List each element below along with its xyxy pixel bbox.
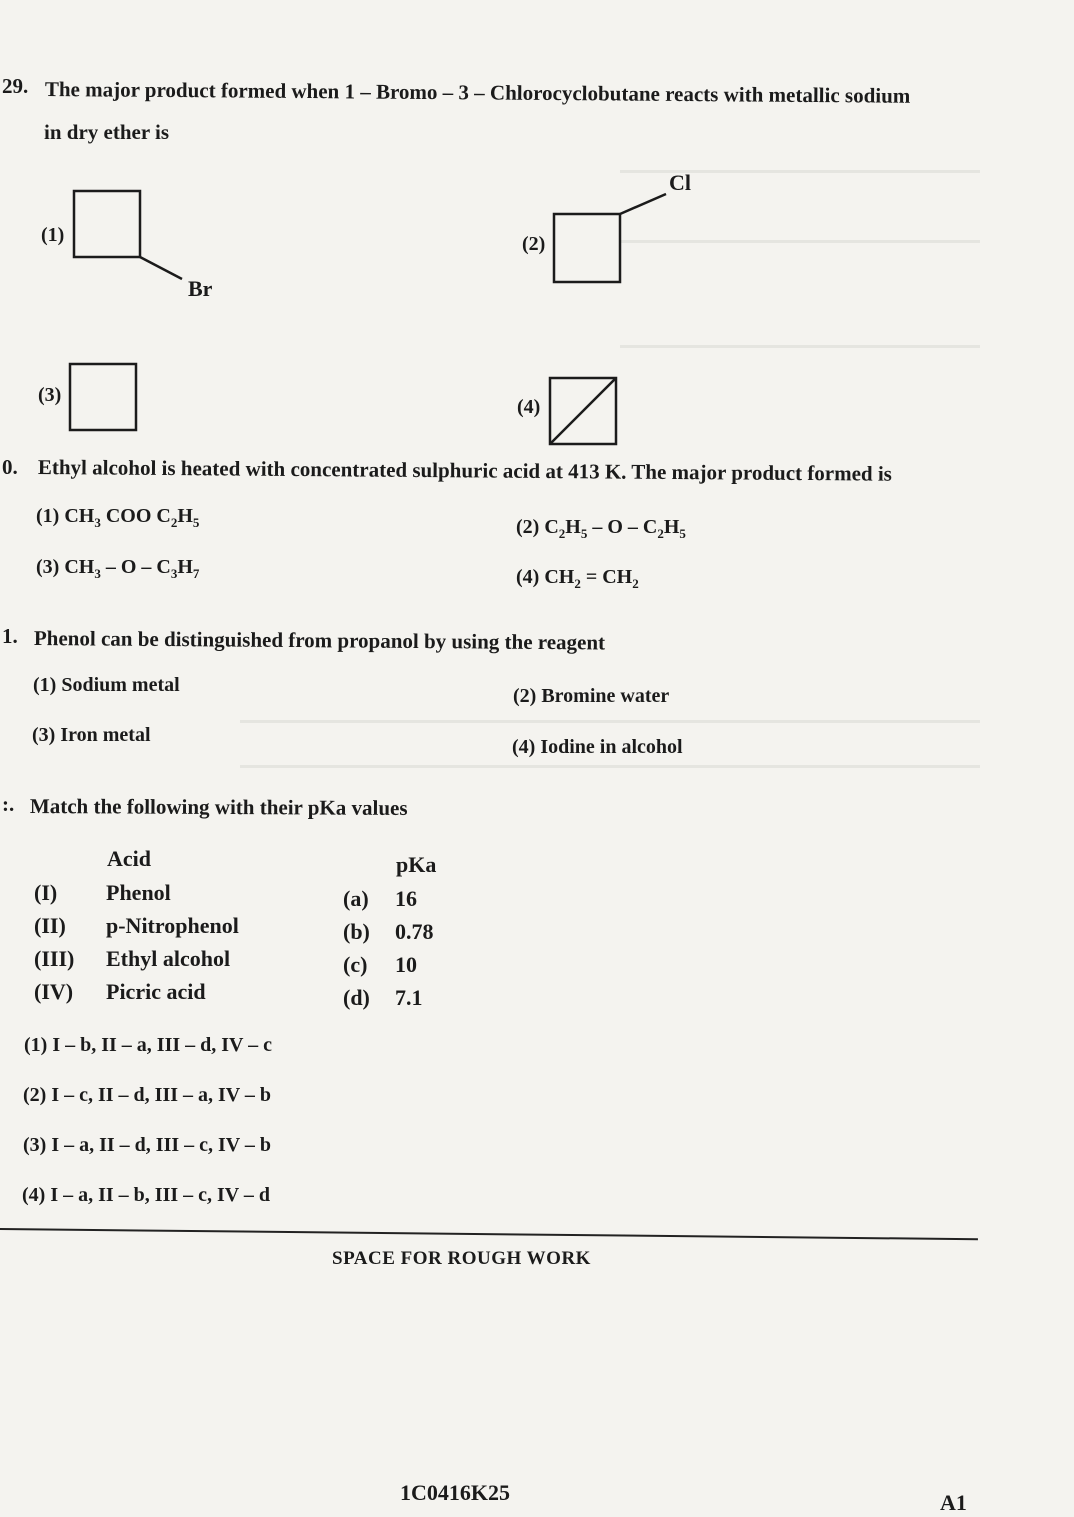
formula-subscript: 3	[94, 515, 101, 530]
table-row	[343, 981, 434, 1014]
formula-part: H	[663, 516, 680, 538]
question-text-continued: in dry ether is	[44, 120, 170, 144]
option-1	[36, 505, 199, 528]
formula-part: H	[177, 505, 193, 527]
cyclobutane-structure	[68, 360, 143, 435]
formula-subscript: 2	[558, 526, 566, 541]
letter-label: (a)	[343, 885, 369, 911]
formula-subscript: 7	[192, 566, 200, 581]
table-row	[343, 948, 434, 981]
formula-subscript: 3	[94, 566, 101, 581]
formula-subscript: 2	[574, 576, 581, 591]
formula-subscript: 5	[580, 526, 588, 541]
option-label: (1)	[36, 505, 60, 527]
table-row	[34, 909, 239, 942]
formula-subscript: 5	[679, 526, 686, 541]
pka-value: 0.78	[395, 918, 434, 944]
column-header-acid: Acid	[107, 846, 151, 871]
option-4	[516, 566, 639, 589]
table-row	[343, 915, 434, 948]
rough-work-label: SPACE FOR ROUGH WORK	[332, 1248, 591, 1269]
roman-numeral: (III)	[34, 945, 75, 971]
formula-part: H	[565, 516, 581, 538]
bleed-through-shade	[620, 345, 980, 348]
question-number: 1.	[2, 624, 18, 648]
acid-name: Phenol	[106, 879, 171, 905]
acid-list	[34, 876, 239, 1008]
bicyclobutane-structure	[547, 375, 622, 450]
option-label: (1)	[41, 224, 65, 246]
letter-label: (c)	[343, 951, 368, 977]
formula-part: CH	[64, 505, 95, 527]
option-label: (3)	[36, 556, 60, 578]
option-2: (2) I – c, II – d, III – a, IV – b	[23, 1084, 272, 1106]
roman-numeral: (I)	[34, 879, 58, 905]
acid-name: Ethyl alcohol	[106, 945, 231, 971]
question-text: The major product formed when 1 – Bromo – 3 – Chlorocyclobutane reacts with metallic sodium	[44, 77, 911, 108]
option-2: (2) Bromine water	[513, 685, 670, 707]
formula-subscript: 2	[657, 526, 664, 541]
table-row	[34, 975, 239, 1008]
divider-line	[0, 1228, 978, 1240]
cyclobutane-br-structure	[70, 185, 190, 285]
pka-value: 16	[395, 885, 417, 911]
option-1: (1) Sodium metal	[33, 674, 180, 696]
option-1: (1) I – b, II – a, III – d, IV – c	[24, 1034, 273, 1056]
formula-part: H	[177, 556, 193, 578]
roman-numeral: (II)	[34, 912, 66, 938]
column-header-pka: pKa	[396, 852, 437, 877]
question-number: 0.	[2, 455, 18, 479]
formula-part: C	[544, 516, 559, 538]
question-text: Ethyl alcohol is heated with concentrated sulphuric acid at 413 K. The major product formed is	[37, 455, 892, 486]
option-label: (4)	[517, 396, 541, 418]
formula-part: – O – C	[100, 556, 171, 578]
option-label: (3)	[38, 384, 62, 406]
option-2	[516, 516, 686, 539]
option-3: (3) Iron metal	[32, 724, 151, 746]
question-number: 29.	[2, 74, 29, 98]
option-4: (4) I – a, II – b, III – c, IV – d	[22, 1184, 271, 1206]
option-3	[36, 556, 199, 579]
formula-subscript: 2	[170, 515, 178, 530]
question-text: Match the following with their pKa values	[29, 794, 408, 820]
letter-label: (b)	[343, 918, 370, 944]
table-row	[34, 876, 239, 909]
option-label: (2)	[522, 233, 546, 255]
pka-value: 10	[395, 951, 417, 977]
acid-name: Picric acid	[106, 978, 206, 1004]
formula-part: CH	[64, 556, 95, 578]
substituent-label: Br	[188, 276, 213, 301]
question-text: Phenol can be distinguished from propanol by using the reagent	[33, 626, 606, 655]
pka-value: 7.1	[395, 984, 423, 1010]
substituent-label: Cl	[669, 170, 691, 195]
bleed-through-shade	[240, 720, 980, 723]
option-4: (4) Iodine in alcohol	[512, 736, 683, 758]
formula-part: = CH	[580, 566, 633, 588]
pka-list	[343, 882, 434, 1014]
table-row	[343, 882, 434, 915]
formula-part: – O – C	[587, 516, 658, 538]
question-number: :.	[2, 792, 15, 816]
option-label: (4)	[516, 566, 540, 588]
table-row	[34, 942, 239, 975]
formula-subscript: 3	[170, 566, 178, 581]
booklet-code: 1C0416K25	[400, 1480, 510, 1505]
letter-label: (d)	[343, 984, 370, 1010]
roman-numeral: (IV)	[34, 978, 74, 1004]
formula-subscript: 2	[632, 576, 639, 591]
formula-part: CH	[544, 566, 575, 588]
formula-subscript: 5	[192, 515, 200, 530]
cyclobutane-cl-structure	[550, 190, 675, 290]
option-3: (3) I – a, II – d, III – c, IV – b	[23, 1134, 272, 1156]
set-code: A1	[940, 1490, 967, 1515]
bleed-through-shade	[240, 765, 980, 768]
acid-name: p-Nitrophenol	[106, 912, 239, 938]
option-label: (2)	[516, 516, 540, 538]
formula-part: COO C	[100, 505, 171, 527]
